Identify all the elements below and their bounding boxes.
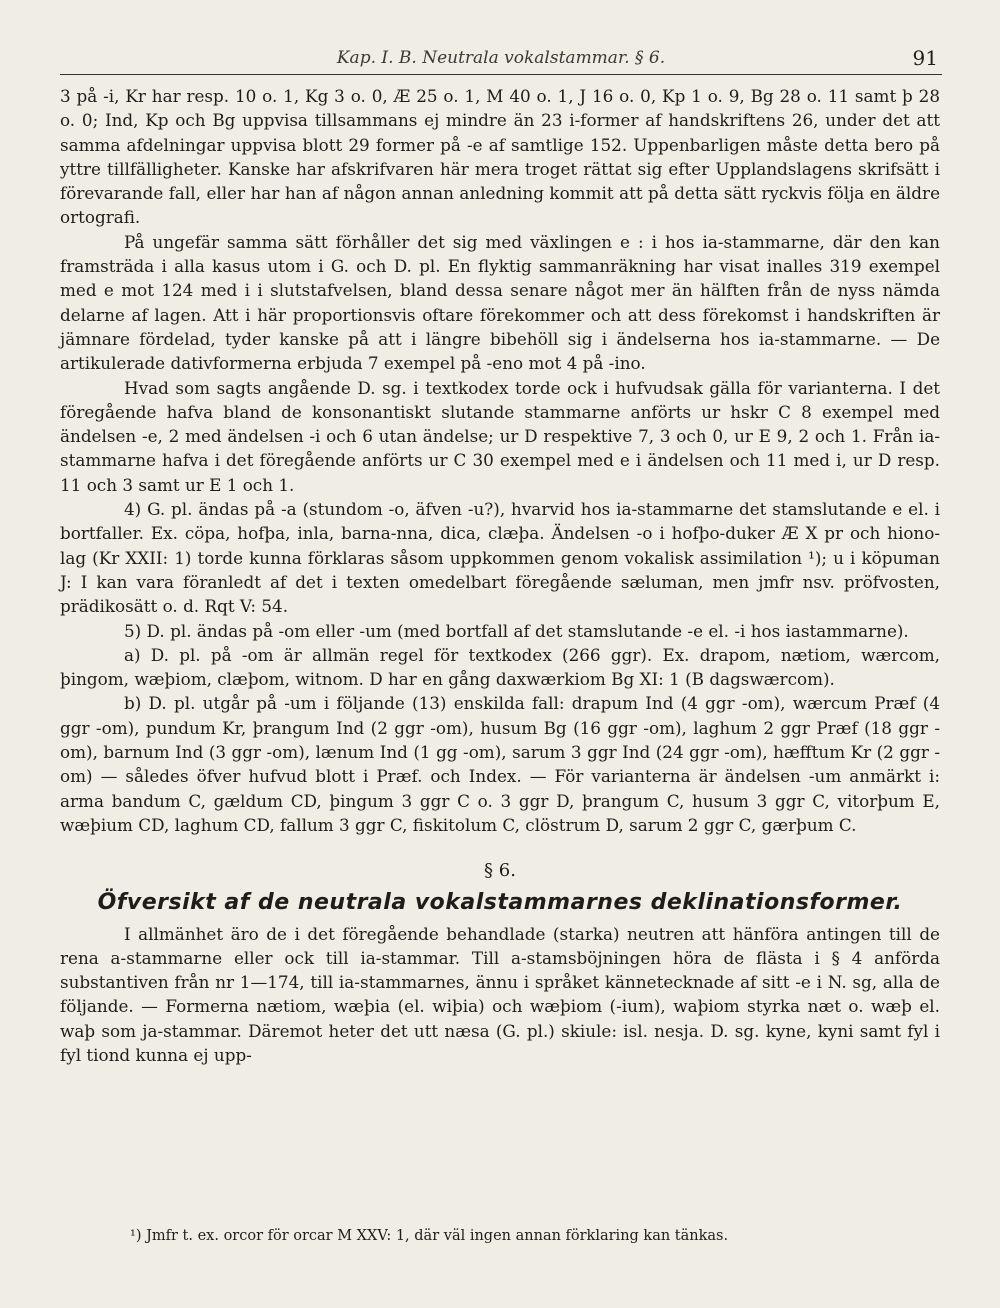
paragraph: 4) G. pl. ändas på -a (stundom -o, äfven -u?), hvarvid hos ia-stammarne det stamslutande e el. i bortfaller. Ex. cöpa, hofþa, inla, barna-nna, dica, clæþa. Ändelsen -o i hofþo-duker Æ X pr och hiono-lag (Kr XXII: 1) torde kunna förklaras såsom uppkommen genom vokalisk assimilation ¹); u i köpuman J: I kan vara föranledt af det i texten omedelbart föregående sæluman, men jmfr nsv. pröfvosten, prädikosätt o. d. Rqt V: 54.: [60, 499, 940, 617]
section-number: § 6.: [484, 860, 516, 882]
page-header: [60, 44, 942, 75]
running-title: Kap. I. B. Neutrala vokalstammar. § 6.: [336, 48, 666, 68]
footnote: ¹) Jmfr t. ex. orcor för orcar M XXV: 1, där väl ingen annan förklaring kan tänkas.: [130, 1228, 729, 1244]
body-text: [60, 84, 940, 1067]
paragraph: a) D. pl. på -om är allmän regel för textkodex (266 ggr). Ex. drapom, nætiom, wærcom, þingom, wæþiom, clæþom, witnom. D har en gång daxwærkiom Bg XI: 1 (B dagswærcom).: [60, 644, 940, 690]
paragraph: 3 på -i, Kr har resp. 10 o. 1, Kg 3 o. 0, Æ 25 o. 1, M 40 o. 1, J 16 o. 0, Kp 1 o. 9, Bg 28 o. 11 samt þ 28 o. 0; Ind, Kp och Bg uppvisa tillsammans ej mindre än 23 i-former af handskriftens 26, under det att samma afdelningar uppvisa blott 29 former på -e af samtlige 152. Uppenbarligen måste detta bero på yttre tillfälligheter. Kanske har afskrifvaren här mera troget rättat sig efter Upplandslagens skrifsätt i förevarande fall, eller har han af någon annan anledning kommit att på detta sätt ryckvis följa en äldre ortografi.: [60, 86, 940, 228]
paragraph: Hvad som sagts angående D. sg. i textkodex torde ock i hufvudsak gälla för varianterna. I det föregående hafva bland de konsonantiskt slutande stammarne anförts ur hskr C 8 exempel med ändelsen -e, 2 med ändelsen -i och 6 utan ändelse; ur D respektive 7, 3 och 0, ur E 9, 2 och 1. Från ia-stammarne hafva i det föregående anförts ur C 30 exempel med e i ändelsen och 11 med i, ur D resp. 11 och 3 samt ur E 1 och 1.: [60, 377, 940, 495]
page-number: 91: [912, 46, 938, 70]
paragraph: b) D. pl. utgår på -um i följande (13) enskilda fall: drapum Ind (4 ggr -om), wærcum Præf (4 ggr -om), pundum Kr, þrangum Ind (2 ggr -om), husum Bg (16 ggr -om), laghum 2 ggr Præf (18 ggr -om), barnum Ind (3 ggr -om), lænum Ind (1 gg -om), sarum 3 ggr Ind (24 ggr -om), hæfftum Kr (2 ggr -om) — således öfver hufvud blott i Præf. och Index. — För varianterna är ändelsen -um anmärkt i: arma bandum C, gældum CD, þingum 3 ggr C o. 3 ggr D, þrangum C, husum 3 ggr C, vitorþum E, wæþium CD, laghum CD, fallum 3 ggr C, fiskitolum C, clöstrum D, sarum 2 ggr C, gærþum C.: [60, 693, 940, 835]
paragraph: I allmänhet äro de i det föregående behandlade (starka) neutren att hänföra antingen till de rena a-stammarne eller ock till ia-stammar. Till a-stamsböjningen höra de flästa i § 4 anförda substantiven från nr 1—174, till ia-stammarnes, ännu i språket kännetecknade af sitt -e i N. sg, alla de följande. — Formerna nætiom, wæþia (el. wiþia) och wæþiom (-ium), waþiom styrka næt o. wæþ el. waþ som ja-stammar. Däremot heter det utt næsa (G. pl.) skiule: isl. nesja. D. sg. kyne, kyni samt fyl i fyl tiond kunna ej upp-: [60, 923, 940, 1065]
paragraph: På ungefär samma sätt förhåller det sig med växlingen e : i hos ia-stammarne, där den kan framsträda i alla kasus utom i G. och D. pl. En flyktig sammanräkning har visat inalles 319 exempel med e mot 124 med i i slutstafvelsen, bland dessa senare något mer än hälften från de nyss nämda delarne af lagen. Att i här proportionsvis oftare förekommer och att dess förekomst i handskriften är jämnare fördelad, tyder kanske på att i längre bibehöll sig i ändelserna hos ia-stammarne. — De artikulerade dativformerna erbjuda 7 exempel på -eno mot 4 på -ino.: [60, 231, 940, 374]
section-title: Öfversikt af de neutrala vokalstammarnes deklinationsformer.: [97, 889, 903, 915]
paragraph: 5) D. pl. ändas på -om eller -um (med bortfall af det stamslutande -e el. -i hos iastammarne).: [124, 620, 909, 641]
